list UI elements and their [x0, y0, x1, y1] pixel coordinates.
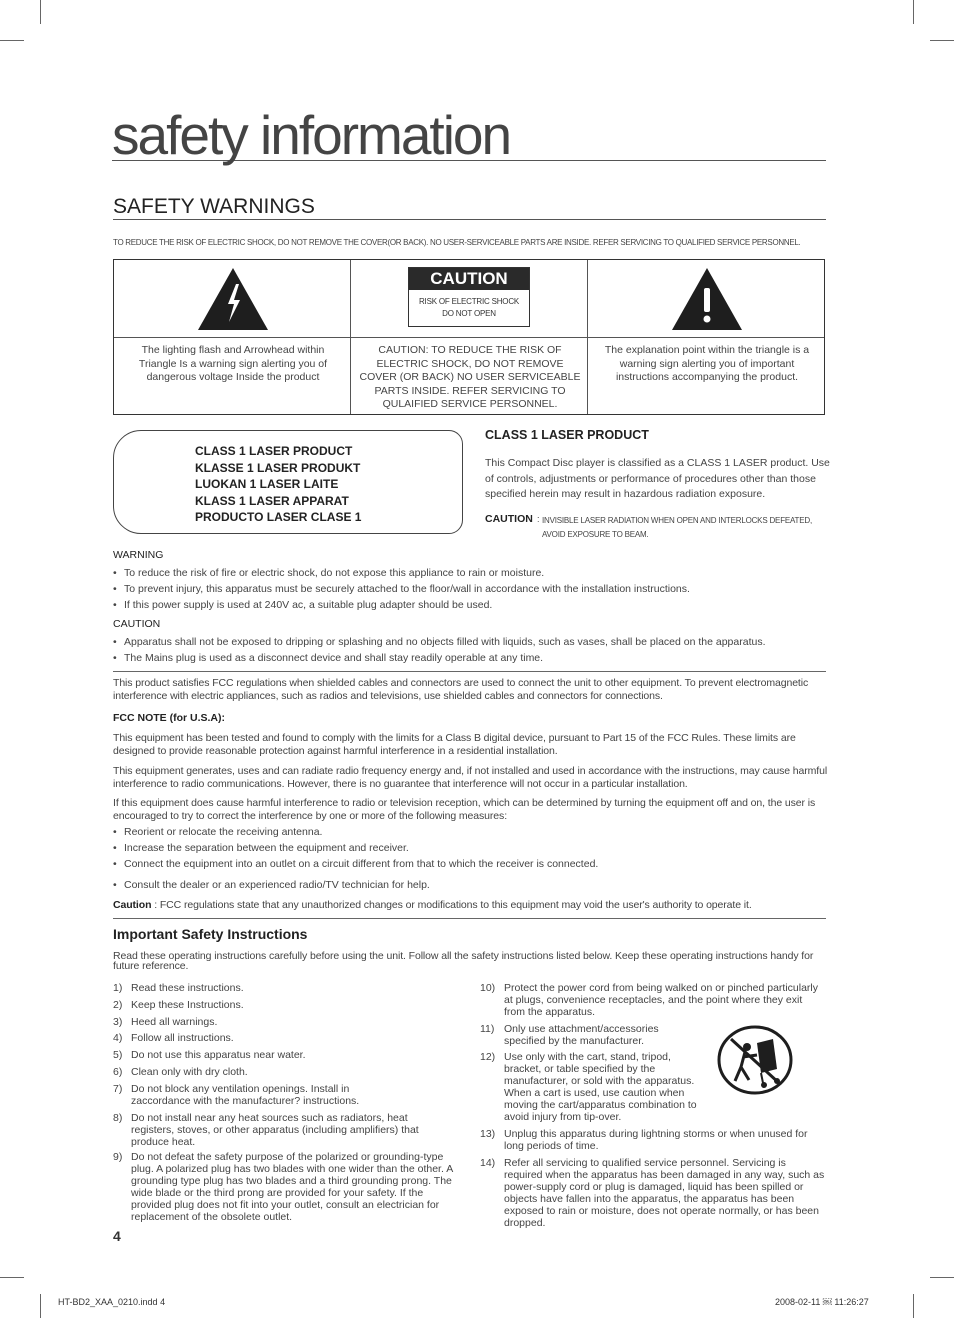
- isi-title: Important Safety Instructions: [113, 926, 308, 942]
- crop-mark: [0, 40, 24, 41]
- list-item: 7) Do not block any ventilation openings. Install in zaccordance with the manufacturer? instructions.: [113, 1083, 360, 1107]
- page-title: [112, 104, 826, 166]
- fcc-paragraph: This equipment has been tested and found to comply with the limits for a Class B digital device, pursuant to Part 15 of the FCC Rules. These limits are designed to provide reasonable protection against harmful interference in a residential installation.: [113, 732, 796, 757]
- safety-symbols-table: [113, 259, 825, 415]
- caution-label-box: [408, 267, 530, 327]
- laser-heading: CLASS 1 LASER PRODUCT: [485, 428, 649, 442]
- laser-paragraph: This Compact Disc player is classified as a CLASS 1 LASER product. Use of controls, adjustments or performance of procedures other than those specified herein may result in hazardous radiation exposure.: [485, 457, 830, 500]
- laser-caution-line: AVOID EXPOSURE TO BEAM.: [542, 530, 649, 539]
- caution-description: CAUTION: TO REDUCE THE RISK OF ELECTRIC SHOCK, DO NOT REMOVE COVER (OR BACK) NO USER SERVICEABLE PARTS INSIDE. REFER SERVICING TO QULAIFIED SERVICE PERSONNEL.: [359, 344, 581, 410]
- laser-caution-colon: :: [537, 514, 540, 524]
- risk-notice: TO REDUCE THE RISK OF ELECTRIC SHOCK, DO NOT REMOVE THE COVER(OR BACK). NO USER-SERVICEABLE PARTS ARE INSIDE. REFER SERVICING TO QUALIFIED SERVICE PERSONNEL.: [113, 238, 801, 247]
- warning-item: • If this power supply is used at 240V ac, a suitable plug adapter should be used.: [113, 599, 492, 612]
- laser-line: LUOKAN 1 LASER LAITE: [195, 477, 339, 491]
- laser-line: KLASSE 1 LASER PRODUKT: [195, 460, 361, 475]
- footer-date: 2008-02-11 ￼ 11:26:27: [775, 1297, 869, 1307]
- isi-intro: Read these operating instructions carefully before using the unit. Follow all the safety instructions listed below. Keep these operating instructions handy for future reference.: [113, 950, 814, 972]
- caution-item: • The Mains plug is used as a disconnect device and shall stay readily operable at any time.: [113, 652, 543, 665]
- page-number: 4: [113, 1228, 121, 1244]
- caution-label: CAUTION: [113, 618, 161, 630]
- crop-mark: [913, 1294, 914, 1318]
- exclamation-triangle-icon: [672, 268, 742, 330]
- caution-sub-line: RISK OF ELECTRIC SHOCK: [418, 297, 520, 306]
- crop-mark: [913, 0, 914, 24]
- fcc-intro: This product satisfies FCC regulations when shielded cables and connectors are used to connect the unit to other equipment. To prevent electromagnetic interference with electric appliances, such as radios and televisions, use shielded cables and connectors for connections.: [113, 677, 809, 702]
- laser-caution-label: CAUTION: [485, 513, 533, 525]
- fcc-paragraph: This equipment generates, uses and can radiate radio frequency energy and, if not installed and used in accordance with the instructions, may cause harmful interference to radio communications. However, there is no guarantee that interference will not occur in a particular installation.: [113, 765, 828, 790]
- fcc-measure: • Consult the dealer or an experienced radio/TV technician for help.: [113, 879, 430, 892]
- crop-mark: [40, 1294, 41, 1318]
- warning-label: WARNING: [113, 549, 164, 561]
- laser-label-box: [113, 430, 463, 534]
- crop-mark: [40, 0, 41, 24]
- lightning-description: The lighting flash and Arrowhead within Triangle Is a warning sign alerting you of dangerous voltage Inside the product: [138, 344, 328, 383]
- fcc-paragraph: If this equipment does cause harmful interference to radio or television reception, which can be determined by turning the equipment off and on, the user is encouraged to try to correct the interference by one or more of the following measures:: [113, 797, 816, 822]
- page-title-text: safety information: [112, 104, 511, 166]
- fcc-caution-label: Caution: [113, 899, 152, 911]
- caution-sub-line: DO NOT OPEN: [442, 309, 496, 318]
- crop-mark: [930, 1277, 954, 1278]
- fcc-measure: • Reorient or relocate the receiving antenna.: [113, 826, 322, 839]
- laser-line: KLASS 1 LASER APPARAT: [195, 493, 349, 508]
- footer-file: HT-BD2_XAA_0210.indd 4: [58, 1297, 166, 1307]
- caution-label: CAUTION: [409, 268, 529, 290]
- section-title: SAFETY WARNINGS: [113, 195, 826, 220]
- table-divider: [114, 337, 824, 338]
- divider: [113, 918, 826, 919]
- laser-line: CLASS 1 LASER PRODUCT: [195, 444, 353, 458]
- crop-mark: [0, 1277, 24, 1278]
- warning-item: • To prevent injury, this apparatus must be securely attached to the floor/wall in accordance with the installation instructions.: [113, 583, 690, 596]
- crop-mark: [930, 40, 954, 41]
- divider: [113, 671, 826, 672]
- fcc-measure: • Increase the separation between the equipment and receiver.: [113, 842, 409, 855]
- fcc-caution-text: : FCC regulations state that any unauthorized changes or modifications to this equipment may void the user's authority to operate it.: [151, 899, 752, 911]
- laser-caution-line: INVISIBLE LASER RADIATION WHEN OPEN AND INTERLOCKS DEFEATED,: [542, 516, 812, 525]
- exclamation-description: The explanation point within the triangle is a warning sign alerting you of important instructions accompanying the product.: [604, 344, 810, 383]
- fcc-caution: [113, 899, 829, 912]
- fcc-note-label: FCC NOTE (for U.S.A):: [113, 712, 225, 724]
- laser-caution-text: [542, 514, 832, 542]
- laser-line: PRODUCTO LASER CLASE 1: [195, 510, 362, 524]
- warning-item: • To reduce the risk of fire or electric shock, do not expose this appliance to rain or moisture.: [113, 567, 544, 580]
- fcc-measure: • Connect the equipment into an outlet on a circuit different from that to which the receiver is connected.: [113, 858, 598, 871]
- lightning-triangle-icon: [198, 268, 268, 330]
- caution-item: • Apparatus shall not be exposed to dripping or splashing and no objects filled with liquids, such as vases, shall be placed on the apparatus.: [113, 636, 766, 649]
- cart-tip-over-icon: [717, 1025, 793, 1095]
